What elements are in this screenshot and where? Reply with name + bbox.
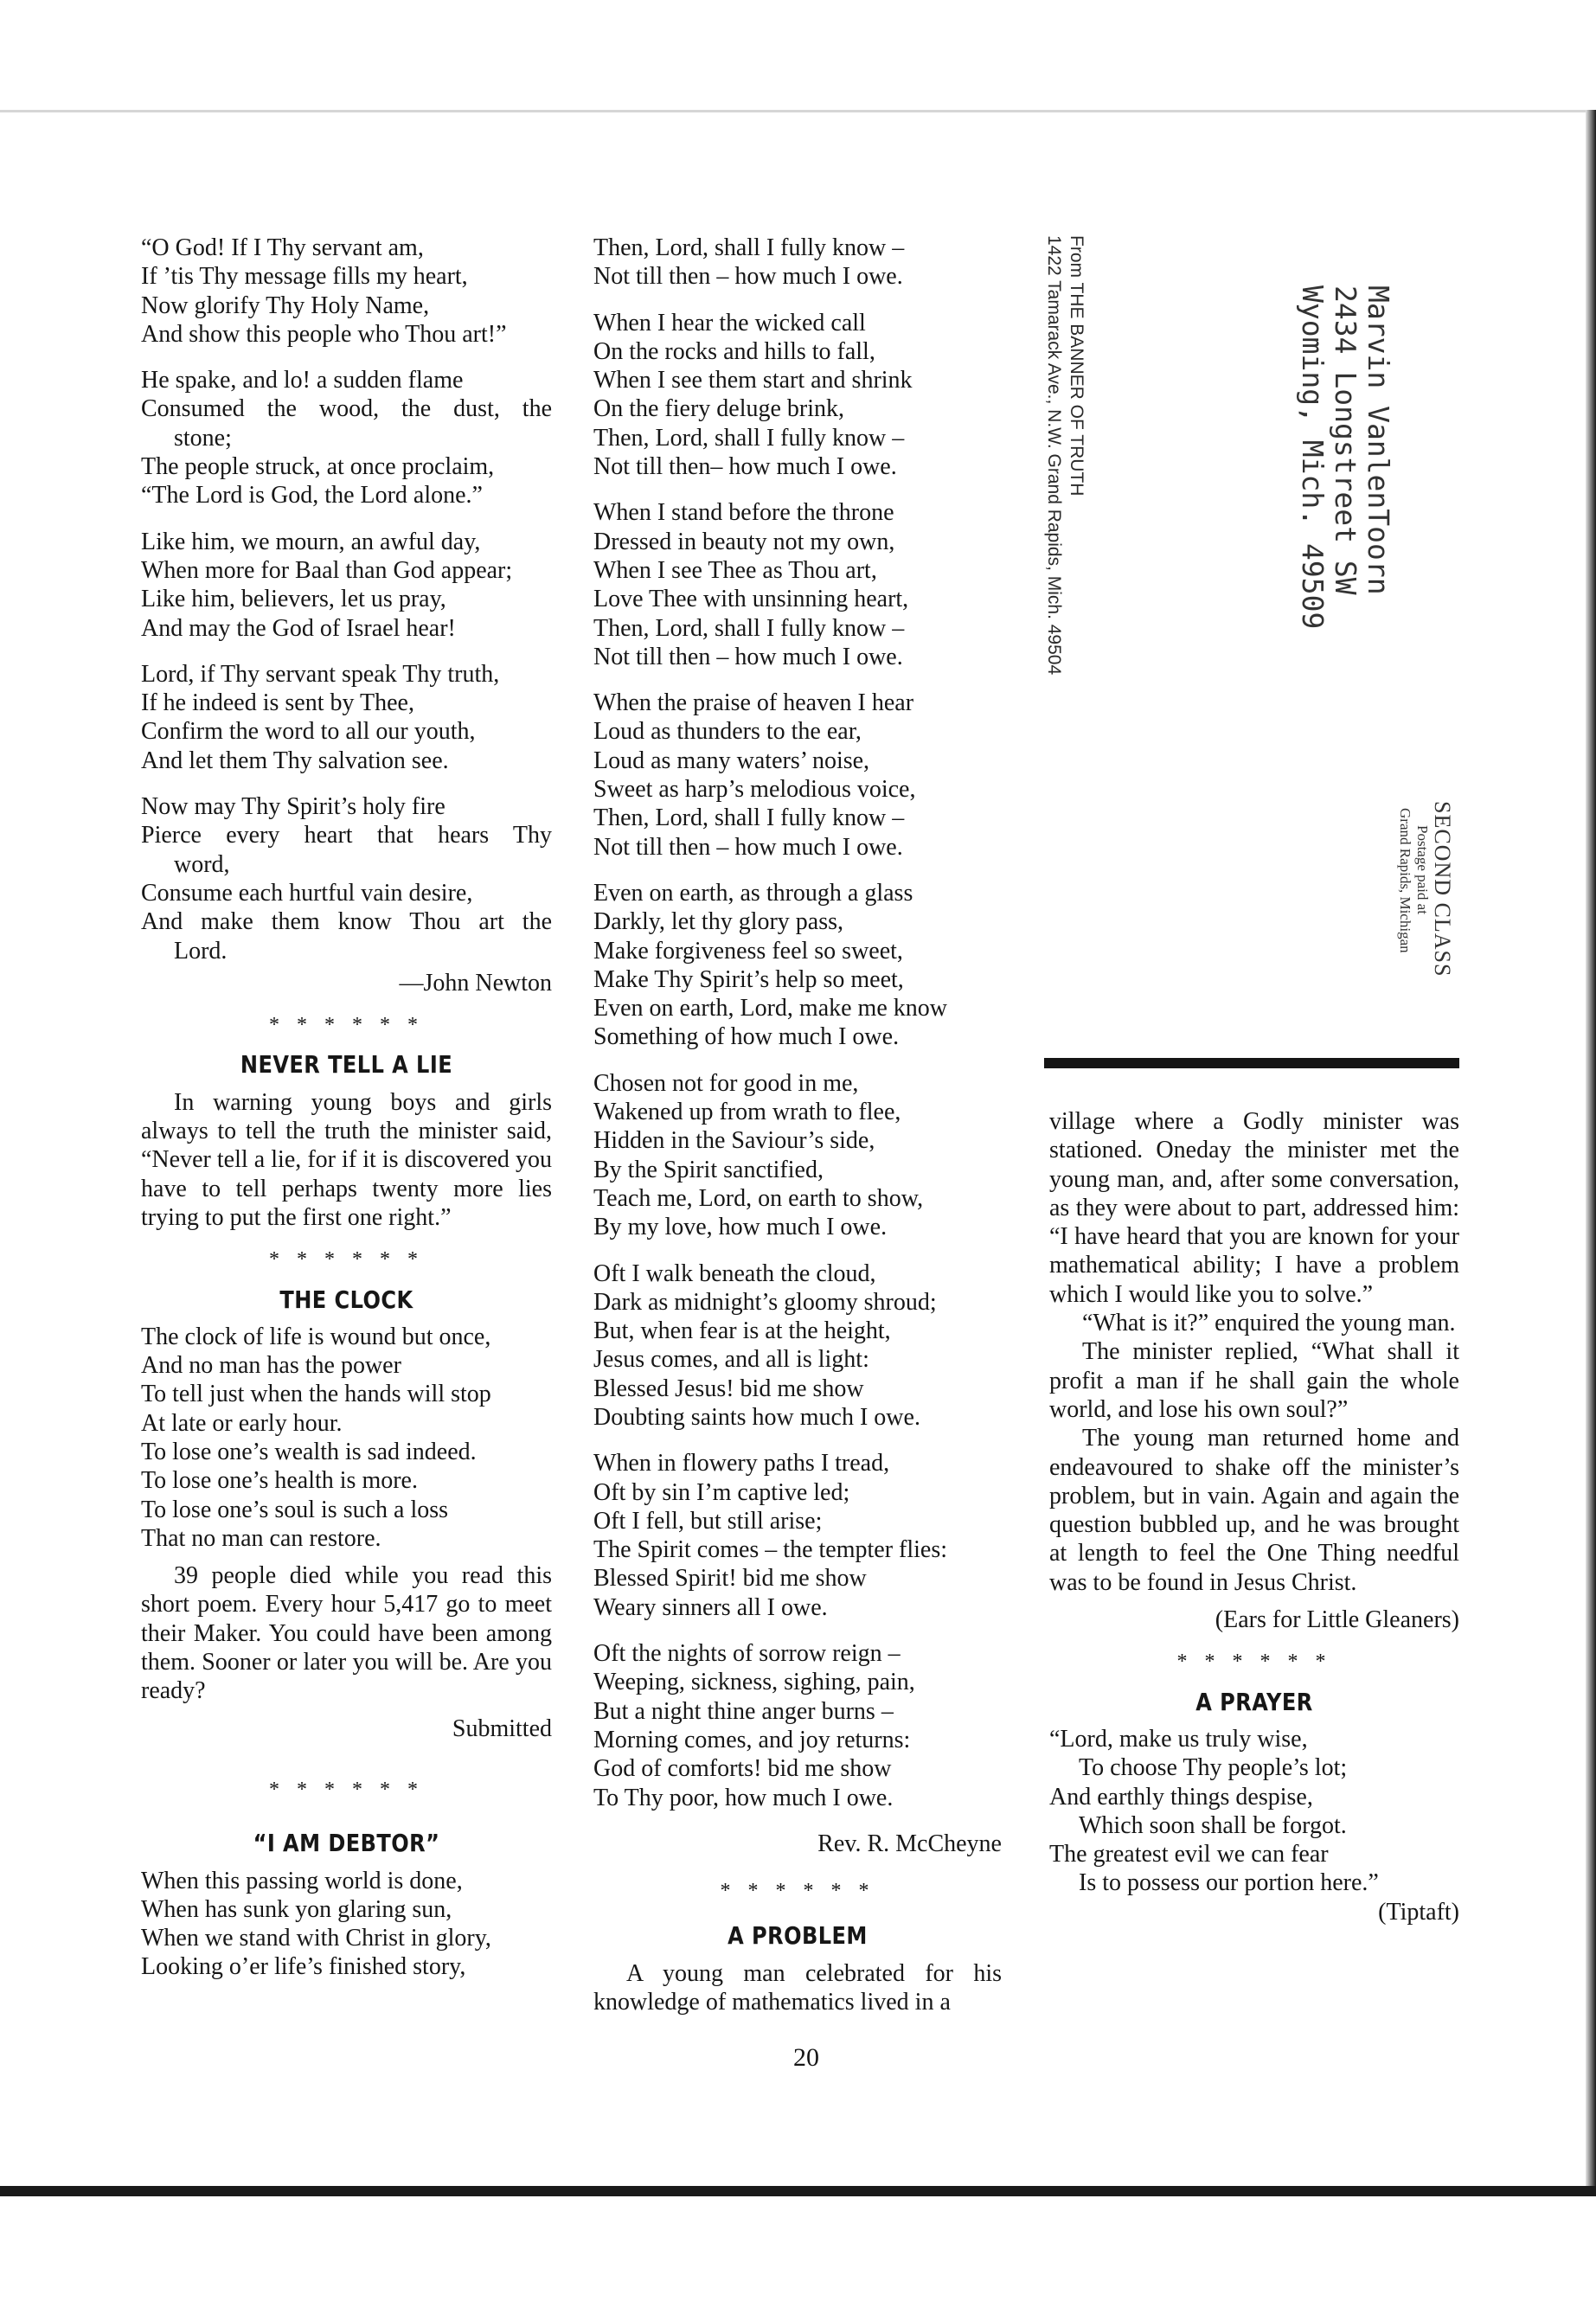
verse-line: To lose one’s wealth is sad indeed. [141,1438,477,1465]
problem-text: A young man celebrated for his knowledge of mathematics lived in a [593,1959,1002,2016]
verse-line: And let them Thy salvation see. [141,747,449,774]
verse-line: By the Spirit sanctified, [593,1156,824,1183]
verse-line: Love Thee with unsinning heart, [593,586,909,613]
verse-line: Like him, we mourn, an awful day, [141,528,481,555]
prayer-poem [1049,1725,1459,1898]
verse-line: Not till then – how much I owe. [593,263,903,291]
poem-stanza [593,234,1002,292]
verse-line: He spake, and lo! a sudden flame [141,367,464,394]
problem-continued: village where a Godly minister was stationed. Oneday the minister met the young man, and, after some conversation, as they were about to part, addressed him: “I have heard that you are known for your mathematical ability; I have a problem which I would like you to solve.” [1049,1108,1459,1308]
poem-stanza [593,498,1002,671]
postage-paid: Postage paid at [1414,825,1431,914]
verse-line: And may the God of Israel hear! [141,614,456,642]
verse-line: The clock of life is wound but once, [141,1323,491,1350]
verse-line: Oft I walk beneath the cloud, [593,1259,876,1287]
poem-stanza [593,309,1002,482]
section-divider: * * * * * * [269,1778,424,1801]
section-divider: * * * * * * [720,1880,875,1903]
hymn-elijah [141,234,552,997]
problem-paragraph: “What is it?” enquired the young man. [1082,1310,1456,1337]
page-number: 20 [793,2043,819,2072]
verse-line: Wakened up from wrath to flee, [593,1099,901,1126]
verse-line: When the praise of heaven I hear [593,689,914,717]
verse-line: Oft the nights of sorrow reign – [593,1640,901,1668]
poem-stanza [593,1639,1002,1812]
verse-line: But, when fear is at the height, [593,1317,891,1345]
verse-line: At late or early hour. [141,1409,343,1437]
problem-paragraph: The minister replied, “What shall it profit a man if he shall gain the whole world, and lose his own soul?” [1049,1338,1459,1423]
verse-line: Jesus comes, and all is light: [593,1346,869,1374]
verse-line: Not till then– how much I owe. [593,453,897,481]
verse-line: To tell just when the hands will stop [141,1381,491,1408]
verse-line: “The Lord is God, the Lord alone.” [141,482,483,510]
verse-line: Like him, believers, let us pray, [141,586,446,613]
verse-line: Oft I fell, but still arise; [593,1507,823,1535]
clock-note: 39 people died while you read this short poem. Every hour 5,417 go to meet their Maker. You could have been among them. Sooner or later you will be. Are you ready? [141,1562,552,1705]
verse-line: When more for Baal than God appear; [141,556,513,584]
verse-line: Chosen not for good in me, [593,1069,859,1097]
verse-line: Is to possess our portion here.” [1079,1869,1379,1897]
postage-city: Grand Rapids, Michigan [1397,808,1413,953]
poem-stanza [593,1259,1002,1433]
recipient-address [1296,285,1394,629]
hymn-stanza [141,234,552,349]
verse-line: On the fiery deluge brink, [593,395,845,423]
heading-the-clock: THE CLOCK [279,1285,413,1314]
heading-a-prayer: A PRAYER [1195,1687,1313,1716]
verse-line: And earthly things despise, [1049,1783,1313,1811]
verse-line: Which soon shall be forgot. [1079,1811,1347,1839]
poem-stanza [593,689,1002,862]
verse-line: To Thy poor, how much I owe. [593,1784,894,1811]
verse-line: Pierce every heart that hears Thy [141,822,552,849]
verse-line: That no man can restore. [141,1524,381,1552]
verse-line: “Lord, make us truly wise, [1049,1725,1308,1753]
verse-line: word, [174,850,230,878]
verse-line: Lord. [174,937,228,965]
verse-line: Not till then – how much I owe. [593,833,903,861]
verse-line: And show this people who Thou art!” [141,320,507,348]
verse-line: Now may Thy Spirit’s holy fire [141,793,445,821]
verse-line: Dark as midnight’s gloomy shroud; [593,1288,937,1316]
verse-line: Then, Lord, shall I fully know – [593,614,905,642]
verse-line: Now glorify Thy Holy Name, [141,292,430,319]
verse-line: And make them know Thou art the [141,908,552,936]
section-divider: * * * * * * [269,1014,424,1037]
verse-line: When I see Thee as Thou art, [593,556,877,584]
verse-line: Consume each hurtful vain desire, [141,879,473,907]
verse-line: Even on earth, as through a glass [593,879,913,907]
poem-stanza [593,1449,1002,1622]
verse-line: Oft by sin I’m captive led; [593,1478,850,1506]
verse-line: The people struck, at once proclaim, [141,453,495,481]
verse-line: When in flowery paths I tread, [593,1450,890,1477]
heading-i-am-debtor: “I AM DEBTOR” [253,1829,440,1858]
column-middle [593,234,1002,2016]
column-left [141,234,552,1982]
verse-line: Hidden in the Saviour’s side, [593,1127,875,1155]
verse-line: stone; [174,424,232,452]
verse-line: Loud as many waters’ noise, [593,747,870,774]
verse-line: Then, Lord, shall I fully know – [593,424,905,452]
postage-indicia [1396,801,1453,977]
verse-line: When I see them start and shrink [593,367,913,394]
verse-line: Make forgiveness feel so sweet, [593,937,903,965]
address-line: Marvin VanlenToorn [1362,285,1395,595]
verse-line: Then, Lord, shall I fully know – [593,234,905,261]
poem-author: Rev. R. McCheyne [817,1830,1002,1857]
page-bottom-edge [0,2186,1596,2196]
sender-line: From THE BANNER OF TRUTH [1067,235,1086,497]
hymn-author: —John Newton [399,969,552,997]
page-right-edge [1586,110,1596,2186]
postage-class: SECOND CLASS [1430,801,1455,977]
heading-a-problem: A PROBLEM [727,1921,868,1951]
verse-line: Teach me, Lord, on earth to show, [593,1184,924,1212]
page-top-edge [0,110,1596,112]
verse-line: The greatest evil we can fear [1049,1841,1329,1868]
hymn-stanza [141,660,552,775]
problem-paragraph: The young man returned home and endeavoured to shake off the minister’s problem, but in vain. Again and again the question bubbled up, and he was brought at length to feel the One Thing needful was to be found in Jesus Christ. [1049,1425,1459,1596]
verse-line: Consumed the wood, the dust, the [141,395,552,423]
verse-line: Then, Lord, shall I fully know – [593,804,905,832]
poem-stanza [593,1069,1002,1242]
verse-line: Sweet as harp’s melodious voice, [593,776,916,804]
column-right [1049,1107,1459,1926]
verse-line: If he indeed is sent by Thee, [141,689,414,717]
address-line: Wyoming, Mich. 49509 [1296,285,1330,630]
verse-line: When we stand with Christ in glory, [141,1925,491,1952]
verse-line: On the rocks and hills to fall, [593,337,875,365]
mailing-divider [1044,1058,1459,1068]
verse-line: Morning comes, and joy returns: [593,1726,911,1753]
hymn-stanza [141,366,552,510]
verse-line: When this passing world is done, [141,1867,463,1894]
section-divider: * * * * * * [1176,1650,1332,1674]
clock-poem [141,1323,552,1553]
poem-stanza [593,879,1002,1052]
sender-address [1042,235,1087,675]
verse-line: “O God! If I Thy servant am, [141,234,424,261]
verse-line: Make Thy Spirit’s help so meet, [593,965,904,993]
verse-line: To choose Thy people’s lot; [1079,1754,1348,1782]
debtor-poem-continued [593,234,1002,1812]
hymn-stanza [141,792,552,965]
address-line: 2434 Longstreet SW [1329,285,1362,595]
verse-line: The Spirit comes – the tempter flies: [593,1536,948,1564]
verse-line: If ’tis Thy message fills my heart, [141,263,468,291]
problem-source: (Ears for Little Gleaners) [1215,1606,1459,1634]
verse-line: And no man has the power [141,1352,401,1380]
verse-line: Confirm the word to all our youth, [141,718,476,746]
verse-line: To lose one’s soul is such a loss [141,1496,449,1523]
verse-line: Looking o’er life’s finished story, [141,1953,466,1981]
verse-line: By my love, how much I owe. [593,1214,888,1241]
verse-line: Darkly, let thy glory pass, [593,908,844,936]
clock-submitted: Submitted [452,1715,552,1742]
never-tell-text: In warning young boys and girls always to tell the truth the minister said, “Never tell a lie, for if it is discovered you have to tell perhaps twenty more lies trying to put the first one right.” [141,1088,552,1231]
verse-line: Something of how much I owe. [593,1023,900,1051]
verse-line: When has sunk yon glaring sun, [141,1895,452,1923]
verse-line: To lose one’s health is more. [141,1467,418,1495]
section-divider: * * * * * * [269,1248,424,1272]
sender-line: 1422 Tamarack Ave., N.W. Grand Rapids, Mich. 49504 [1044,235,1064,676]
verse-line: Weeping, sickness, sighing, pain, [593,1669,915,1696]
verse-line: Dressed in beauty not my own, [593,528,895,555]
verse-line: Weary sinners all I owe. [593,1593,828,1621]
verse-line: Even on earth, Lord, make me know [593,995,947,1022]
verse-line: When I stand before the throne [593,499,894,527]
verse-line: God of comforts! bid me show [593,1755,892,1783]
verse-line: Lord, if Thy servant speak Thy truth, [141,660,500,688]
verse-line: Doubting saints how much I owe. [593,1403,920,1431]
prayer-source: (Tiptaft) [1378,1898,1459,1926]
hymn-stanza [141,528,552,643]
verse-line: Not till then – how much I owe. [593,643,903,670]
verse-line: When I hear the wicked call [593,309,866,336]
verse-line: But a night thine anger burns – [593,1697,894,1725]
verse-line: Blessed Jesus! bid me show [593,1375,864,1402]
debtor-poem [141,1867,552,1982]
verse-line: Loud as thunders to the ear, [593,718,862,746]
heading-never-tell-a-lie: NEVER TELL A LIE [240,1050,453,1080]
verse-line: Blessed Spirit! bid me show [593,1565,867,1593]
